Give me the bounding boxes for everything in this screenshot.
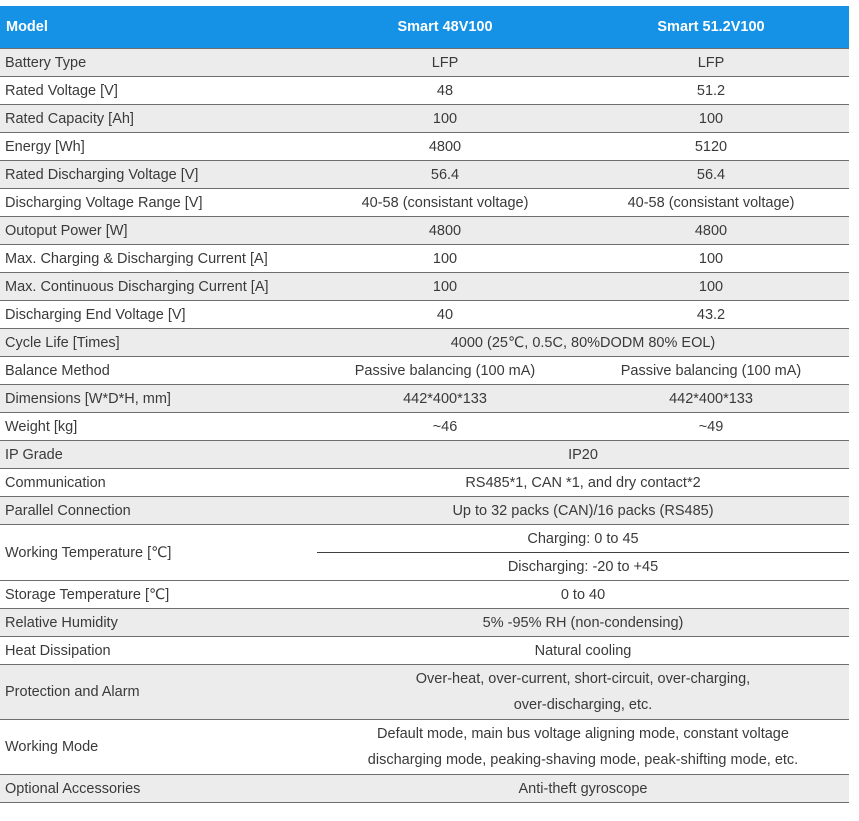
cell-value: 5120 <box>573 133 849 161</box>
table-row <box>0 441 849 469</box>
row-label: Weight [kg] <box>0 413 317 441</box>
row-label: Working Mode <box>0 720 317 775</box>
row-label: Rated Discharging Voltage [V] <box>0 161 317 189</box>
row-label: Dimensions [W*D*H, mm] <box>0 385 317 413</box>
cell-value-merged: Anti-theft gyroscope <box>317 775 849 803</box>
row-label: Protection and Alarm <box>0 665 317 720</box>
row-label: IP Grade <box>0 441 317 469</box>
table-row <box>0 637 849 665</box>
table-row <box>0 775 849 803</box>
row-label: Storage Temperature [℃] <box>0 581 317 609</box>
table-row <box>0 357 849 385</box>
table-row <box>0 105 849 133</box>
row-label: Discharging Voltage Range [V] <box>0 189 317 217</box>
cell-value: 56.4 <box>573 161 849 189</box>
cell-value: 40 <box>317 301 573 329</box>
cell-value: 442*400*133 <box>317 385 573 413</box>
table-row <box>0 385 849 413</box>
cell-value: 56.4 <box>317 161 573 189</box>
row-label: Working Temperature [℃] <box>0 525 317 581</box>
cell-value: 100 <box>317 273 573 301</box>
table-row <box>0 413 849 441</box>
row-label: Max. Continuous Discharging Current [A] <box>0 273 317 301</box>
cell-value: 442*400*133 <box>573 385 849 413</box>
cell-value: 100 <box>573 105 849 133</box>
row-label: Heat Dissipation <box>0 637 317 665</box>
cell-value-charging: Charging: 0 to 45 <box>317 525 849 553</box>
working-mode-line-2: discharging mode, peaking-shaving mode, peak-shifting mode, etc. <box>367 752 799 768</box>
row-label: Relative Humidity <box>0 609 317 637</box>
table-row <box>0 581 849 609</box>
cell-value-merged: 5% -95% RH (non-condensing) <box>317 609 849 637</box>
protection-line-1: Over-heat, over-current, short-circuit, over-charging, <box>415 671 751 687</box>
table-row <box>0 245 849 273</box>
cell-value-merged: Up to 32 packs (CAN)/16 packs (RS485) <box>317 497 849 525</box>
cell-value: LFP <box>573 49 849 77</box>
cell-value-merged: 4000 (25℃, 0.5C, 80%DODM 80% EOL) <box>317 329 849 357</box>
table-row <box>0 217 849 245</box>
cell-value: 43.2 <box>573 301 849 329</box>
cell-value: 40-58 (consistant voltage) <box>573 189 849 217</box>
row-label: Rated Voltage [V] <box>0 77 317 105</box>
cell-value: 4800 <box>573 217 849 245</box>
cell-value: Passive balancing (100 mA) <box>317 357 573 385</box>
table-row <box>0 665 849 720</box>
row-label: Max. Charging & Discharging Current [A] <box>0 245 317 273</box>
cell-value: 100 <box>317 245 573 273</box>
header-smart-48v100: Smart 48V100 <box>317 6 573 49</box>
table-row <box>0 720 849 775</box>
table-row <box>0 469 849 497</box>
table-row <box>0 49 849 77</box>
cell-value: 40-58 (consistant voltage) <box>317 189 573 217</box>
row-label: Battery Type <box>0 49 317 77</box>
cell-value: LFP <box>317 49 573 77</box>
cell-value-merged: RS485*1, CAN *1, and dry contact*2 <box>317 469 849 497</box>
row-label: Rated Capacity [Ah] <box>0 105 317 133</box>
row-label: Discharging End Voltage [V] <box>0 301 317 329</box>
cell-value-merged <box>317 720 849 775</box>
header-smart-51v100: Smart 51.2V100 <box>573 6 849 49</box>
cell-value: ~46 <box>317 413 573 441</box>
cell-value: Passive balancing (100 mA) <box>573 357 849 385</box>
cell-value: ~49 <box>573 413 849 441</box>
cell-value-merged <box>317 665 849 720</box>
row-label: Outoput Power [W] <box>0 217 317 245</box>
table-row <box>0 189 849 217</box>
row-label: Balance Method <box>0 357 317 385</box>
cell-value: 100 <box>317 105 573 133</box>
row-label: Communication <box>0 469 317 497</box>
table-row <box>0 497 849 525</box>
table-row <box>0 609 849 637</box>
cell-value: 100 <box>573 273 849 301</box>
row-label: Cycle Life [Times] <box>0 329 317 357</box>
row-label: Energy [Wh] <box>0 133 317 161</box>
cut-off-heading-fragment <box>90 0 220 4</box>
table-row <box>0 133 849 161</box>
protection-line-2: over-discharging, etc. <box>513 697 653 713</box>
table-row <box>0 301 849 329</box>
table-row <box>0 77 849 105</box>
table-row <box>0 525 849 553</box>
row-label: Optional Accessories <box>0 775 317 803</box>
header-model: Model <box>0 6 317 49</box>
table-row <box>0 273 849 301</box>
table-row <box>0 161 849 189</box>
cell-value: 100 <box>573 245 849 273</box>
cell-value: 4800 <box>317 217 573 245</box>
cell-value-merged: IP20 <box>317 441 849 469</box>
cell-value-merged: 0 to 40 <box>317 581 849 609</box>
cell-value: 48 <box>317 77 573 105</box>
cell-value: 4800 <box>317 133 573 161</box>
row-label: Parallel Connection <box>0 497 317 525</box>
working-mode-line-1: Default mode, main bus voltage aligning mode, constant voltage <box>377 726 789 742</box>
cell-value-discharging: Discharging: -20 to +45 <box>317 553 849 581</box>
cell-value-merged: Natural cooling <box>317 637 849 665</box>
cell-value: 51.2 <box>573 77 849 105</box>
table-row <box>0 329 849 357</box>
table-header-row <box>0 6 849 49</box>
spec-table <box>0 6 849 803</box>
